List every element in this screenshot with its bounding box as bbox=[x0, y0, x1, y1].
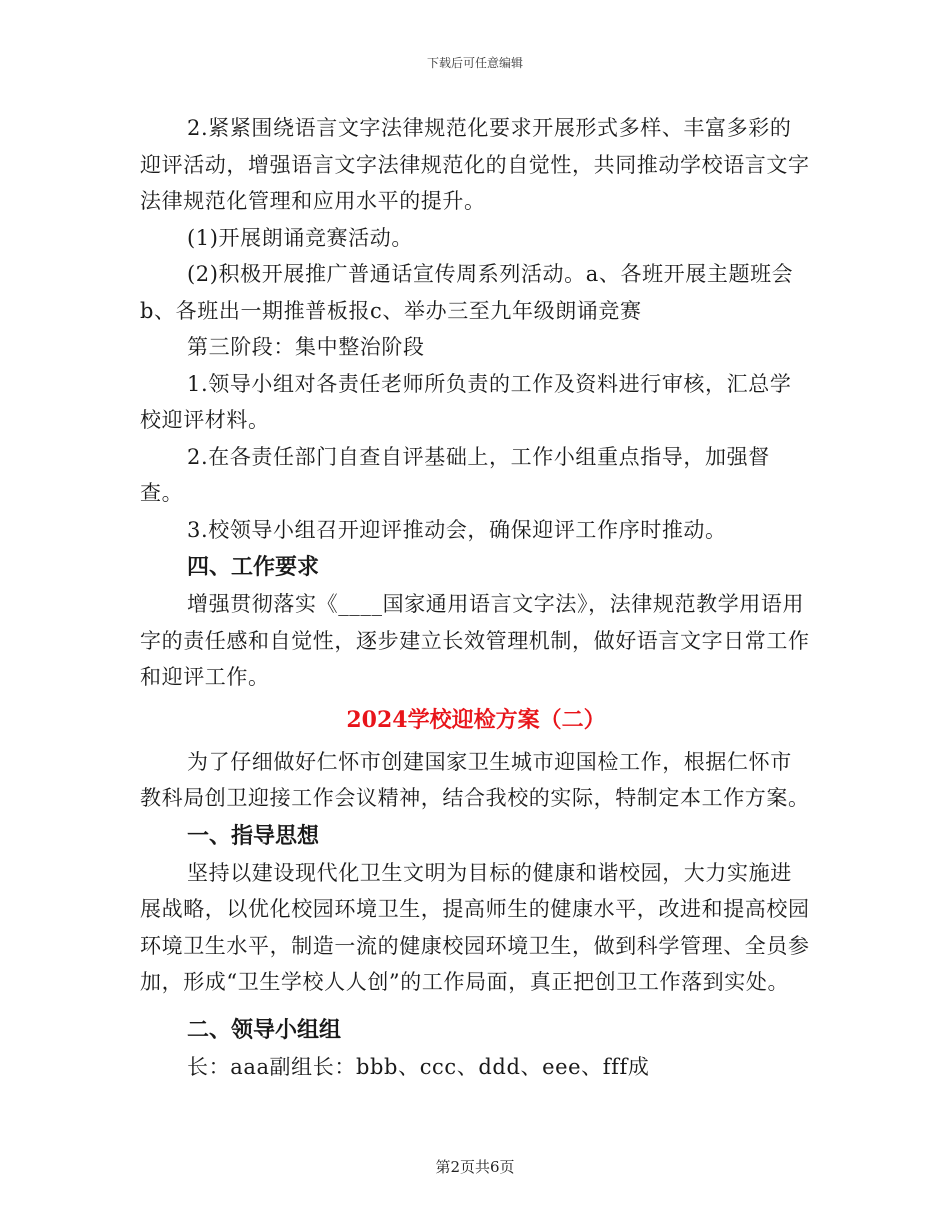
leader-heading: 二、领导小组组 bbox=[187, 1016, 342, 1043]
requirements-body: 增强贯彻落实《____国家通用语言文字法》，法律规范教学用语用字的责任感和自觉性，逐步建立长效管理机制，做好语言文字日常工作和迎评工作。 bbox=[140, 592, 810, 689]
guiding-heading: 一、指导思想 bbox=[187, 822, 320, 849]
paragraph-sub-2: (2)积极开展推广普通话宣传周系列活动。a、各班开展主题班会b、各班出一期推普板报c、举办三至九年级朗诵竞赛 bbox=[140, 262, 794, 323]
document-title: 2024学校迎检方案（二） bbox=[346, 706, 606, 733]
paragraph-item-2: 2.紧紧围绕语言文字法律规范化要求开展形式多样、丰富多彩的迎评活动，增强语言文字法律规范化的自觉性，共同推动学校语言文字法律规范化管理和应用水平的提升。 bbox=[140, 116, 810, 213]
requirements-heading: 四、工作要求 bbox=[187, 554, 320, 580]
page-number: 第2页共6页 bbox=[435, 1158, 515, 1176]
leader-body: 长：aaa副组长：bbb、ccc、ddd、eee、fff成 bbox=[187, 1054, 650, 1079]
stage-3-item-1: 1.领导小组对各责任老师所负责的工作及资料进行审核，汇总学校迎评材料。 bbox=[140, 371, 792, 432]
paragraph-sub-1: (1)开展朗诵竞赛活动。 bbox=[187, 225, 413, 250]
page-header: 下载后可任意编辑 bbox=[426, 56, 523, 70]
stage-3-item-2: 2.在各责任部门自查自评基础上，工作小组重点指导，加强督查。 bbox=[140, 444, 770, 505]
stage-3-item-3: 3.校领导小组召开迎评推动会，确保迎评工作序时推动。 bbox=[187, 517, 727, 542]
document-body bbox=[140, 110, 812, 1085]
stage-3-title: 第三阶段：集中整治阶段 bbox=[187, 335, 425, 359]
intro-paragraph: 为了仔细做好仁怀市创建国家卫生城市迎国检工作，根据仁怀市教科局创卫迎接工作会议精神，结合我校的实际，特制定本工作方案。 bbox=[140, 749, 810, 810]
guiding-body: 坚持以建设现代化卫生文明为目标的健康和谐校园，大力实施进展战略，以优化校园环境卫生，提高师生的健康水平，改进和提高校园环境卫生水平，制造一流的健康校园环境卫生，做到科学管理、全员参加，形成“卫生学校人人创”的工作局面，真正把创卫工作落到实处。 bbox=[140, 860, 810, 994]
